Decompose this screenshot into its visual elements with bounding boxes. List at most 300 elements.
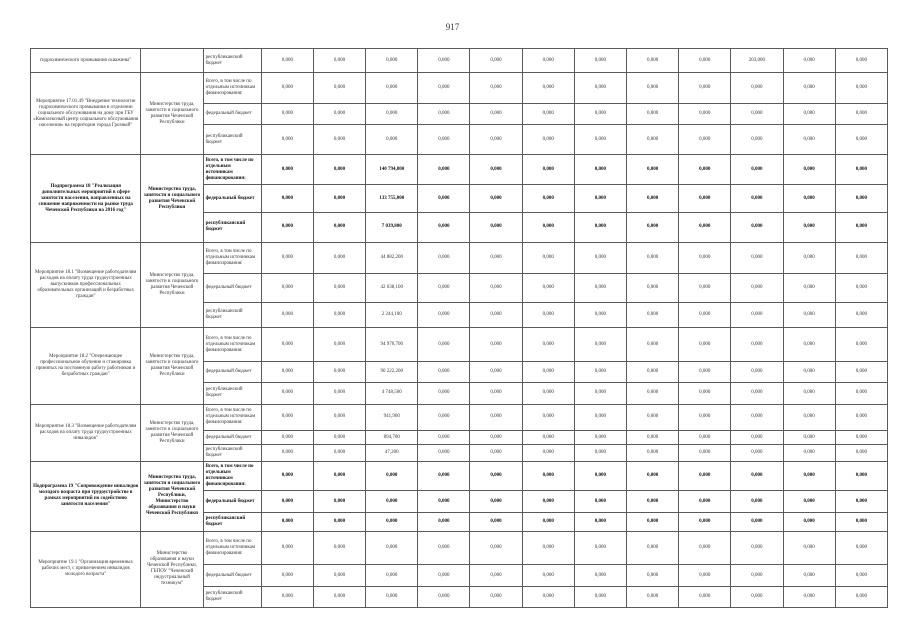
amount-cell: 0,000 <box>626 185 678 213</box>
amount-cell: 0,000 <box>626 104 678 125</box>
amount-cell: 0,000 <box>470 404 522 431</box>
amount-cell: 0,000 <box>261 185 313 213</box>
amount-cell: 0,000 <box>626 531 678 564</box>
amount-cell: 0,000 <box>835 104 887 125</box>
amount-cell: 0,000 <box>261 274 313 303</box>
program-name-cell: гидрохимического промывания скважины" <box>31 49 141 73</box>
amount-cell: 0,000 <box>522 49 574 73</box>
amount-cell: 0,000 <box>313 104 365 125</box>
amount-cell: 0,000 <box>522 274 574 303</box>
amount-cell: 133 755,000 <box>366 185 418 213</box>
amount-cell: 0,000 <box>418 242 470 273</box>
amount-cell: 0,000 <box>731 328 783 361</box>
amount-cell: 0,000 <box>470 513 522 531</box>
program-name-cell: Мероприятие 19.1 "Организация временных рабочих мест, с привлечением инвалидов молодого возраста" <box>31 531 141 607</box>
amount-cell: 0,000 <box>574 587 626 608</box>
responsible-executor-cell: Министерство труда, занятости и социального развития Чеченской Республики <box>141 155 203 243</box>
amount-cell: 0,000 <box>261 104 313 125</box>
amount-cell: 0,000 <box>783 49 835 73</box>
amount-cell: 0,000 <box>418 382 470 404</box>
amount-cell: 4 748,500 <box>366 382 418 404</box>
amount-cell: 0,000 <box>470 212 522 242</box>
amount-cell: 0,000 <box>261 382 313 404</box>
amount-cell: 0,000 <box>731 445 783 462</box>
amount-cell: 0,000 <box>574 328 626 361</box>
amount-cell: 0,000 <box>522 431 574 445</box>
amount-cell: 0,000 <box>574 303 626 328</box>
amount-cell: 0,000 <box>626 587 678 608</box>
amount-cell: 0,000 <box>470 274 522 303</box>
amount-cell: 0,000 <box>313 212 365 242</box>
amount-cell: 0,000 <box>679 445 731 462</box>
amount-cell: 0,000 <box>418 431 470 445</box>
amount-cell: 0,000 <box>626 212 678 242</box>
amount-cell: 0,000 <box>313 155 365 185</box>
amount-cell: 0,000 <box>366 462 418 491</box>
amount-cell: 0,000 <box>418 587 470 608</box>
amount-cell: 0,000 <box>522 104 574 125</box>
amount-cell: 0,000 <box>783 328 835 361</box>
funding-source-cell: федеральный бюджет <box>203 491 261 513</box>
amount-cell: 0,000 <box>470 531 522 564</box>
amount-cell: 0,000 <box>574 212 626 242</box>
amount-cell: 0,000 <box>470 431 522 445</box>
amount-cell: 0,000 <box>313 73 365 104</box>
amount-cell: 0,000 <box>470 49 522 73</box>
amount-cell: 90 222,200 <box>366 361 418 382</box>
funding-source-cell: республиканский бюджет <box>203 382 261 404</box>
amount-cell: 0,000 <box>574 431 626 445</box>
amount-cell: 0,000 <box>679 125 731 155</box>
amount-cell: 0,000 <box>626 445 678 462</box>
amount-cell: 0,000 <box>313 431 365 445</box>
amount-cell: 42 638,100 <box>366 274 418 303</box>
amount-cell: 0,000 <box>313 445 365 462</box>
amount-cell: 0,000 <box>418 104 470 125</box>
amount-cell: 0,000 <box>731 513 783 531</box>
amount-cell: 0,000 <box>679 565 731 587</box>
amount-cell: 0,000 <box>835 565 887 587</box>
amount-cell: 0,000 <box>574 125 626 155</box>
funding-source-cell: федеральный бюджет <box>203 274 261 303</box>
table-row <box>31 328 888 361</box>
amount-cell: 0,000 <box>835 49 887 73</box>
amount-cell: 0,000 <box>522 155 574 185</box>
amount-cell: 0,000 <box>418 328 470 361</box>
amount-cell: 0,000 <box>626 513 678 531</box>
funding-source-cell: Всего, в том числе по отдельным источникам финансирования: <box>203 155 261 185</box>
amount-cell: 0,000 <box>418 125 470 155</box>
amount-cell: 0,000 <box>835 361 887 382</box>
amount-cell: 0,000 <box>418 445 470 462</box>
amount-cell: 0,000 <box>418 462 470 491</box>
amount-cell: 0,000 <box>522 404 574 431</box>
amount-cell: 0,000 <box>835 462 887 491</box>
responsible-executor-cell: Министерство труда, занятости и социального развития Чеченской Республики <box>141 242 203 327</box>
responsible-executor-cell: Министерство труда, занятости и социального развития Чеченской Республики, Министерство образования и науки Чеченской Республики <box>141 462 203 531</box>
amount-cell: 0,000 <box>574 513 626 531</box>
funding-source-cell: Всего, в том числе по отдельным источникам финансирования: <box>203 242 261 273</box>
amount-cell: 0,000 <box>470 587 522 608</box>
amount-cell: 0,000 <box>835 431 887 445</box>
amount-cell: 0,000 <box>366 491 418 513</box>
amount-cell: 0,000 <box>626 328 678 361</box>
amount-cell: 0,000 <box>313 274 365 303</box>
amount-cell: 0,000 <box>313 513 365 531</box>
amount-cell: 0,000 <box>313 587 365 608</box>
funding-source-cell: федеральный бюджет <box>203 431 261 445</box>
amount-cell: 0,000 <box>679 462 731 491</box>
amount-cell: 0,000 <box>626 49 678 73</box>
amount-cell: 0,000 <box>679 303 731 328</box>
program-name-cell: Мероприятие 18.1 "Возмещение работодателям расходов на оплату труда трудоустроенных выпускников профессиональных образовательных организаций и безработных граждан" <box>31 242 141 327</box>
amount-cell: 0,000 <box>418 404 470 431</box>
amount-cell: 0,000 <box>366 531 418 564</box>
table-row <box>31 155 888 185</box>
amount-cell: 94 970,700 <box>366 328 418 361</box>
responsible-executor-cell: Министерство образования и науки Чеченской Республики, ГБПОУ "Чеченский индустриальный техникум" <box>141 531 203 607</box>
amount-cell: 0,000 <box>522 513 574 531</box>
amount-cell: 0,000 <box>626 274 678 303</box>
amount-cell: 0,000 <box>835 404 887 431</box>
program-name-cell: Мероприятие 18.2 "Опережающее профессиональное обучение и стажировка принятых на постоянную работу работников и безработных граждан" <box>31 328 141 404</box>
amount-cell: 0,000 <box>574 49 626 73</box>
amount-cell: 0,000 <box>574 462 626 491</box>
amount-cell: 0,000 <box>418 531 470 564</box>
amount-cell: 0,000 <box>783 587 835 608</box>
amount-cell: 0,000 <box>522 565 574 587</box>
amount-cell: 0,000 <box>783 185 835 213</box>
amount-cell: 0,000 <box>313 531 365 564</box>
amount-cell: 0,000 <box>783 404 835 431</box>
amount-cell: 0,000 <box>783 104 835 125</box>
amount-cell: 0,000 <box>574 155 626 185</box>
amount-cell: 0,000 <box>261 328 313 361</box>
responsible-executor-cell: Министерство труда, занятости и социального развития Чеченской Республики <box>141 73 203 155</box>
amount-cell: 0,000 <box>418 274 470 303</box>
amount-cell: 0,000 <box>626 361 678 382</box>
amount-cell: 0,000 <box>783 73 835 104</box>
program-name-cell: Подпрограмма 19 "Сопровождение инвалидов молодого возраста при трудоустройстве в рамках мероприятий по содействию занятости населения" <box>31 462 141 531</box>
amount-cell: 0,000 <box>679 242 731 273</box>
amount-cell: 0,000 <box>470 155 522 185</box>
amount-cell: 0,000 <box>731 274 783 303</box>
amount-cell: 203,000 <box>731 49 783 73</box>
amount-cell: 0,000 <box>731 303 783 328</box>
amount-cell: 0,000 <box>835 242 887 273</box>
amount-cell: 0,000 <box>522 587 574 608</box>
amount-cell: 0,000 <box>835 491 887 513</box>
amount-cell: 0,000 <box>835 382 887 404</box>
amount-cell: 0,000 <box>731 404 783 431</box>
amount-cell: 0,000 <box>470 361 522 382</box>
amount-cell: 0,000 <box>261 49 313 73</box>
amount-cell: 47,200 <box>366 445 418 462</box>
amount-cell: 0,000 <box>574 242 626 273</box>
funding-source-cell: Всего, в том числе по отдельным источникам финансирования: <box>203 328 261 361</box>
amount-cell: 0,000 <box>679 185 731 213</box>
amount-cell: 0,000 <box>418 565 470 587</box>
amount-cell: 0,000 <box>261 125 313 155</box>
amount-cell: 0,000 <box>418 212 470 242</box>
amount-cell: 0,000 <box>418 49 470 73</box>
amount-cell: 0,000 <box>522 125 574 155</box>
funding-source-cell: республиканский бюджет <box>203 587 261 608</box>
amount-cell: 0,000 <box>835 587 887 608</box>
amount-cell: 0,000 <box>522 491 574 513</box>
amount-cell: 0,000 <box>366 513 418 531</box>
table-row <box>31 49 888 73</box>
amount-cell: 0,000 <box>835 125 887 155</box>
amount-cell: 0,000 <box>261 73 313 104</box>
amount-cell: 0,000 <box>626 462 678 491</box>
amount-cell: 0,000 <box>835 445 887 462</box>
amount-cell: 0,000 <box>313 361 365 382</box>
amount-cell: 0,000 <box>835 531 887 564</box>
amount-cell: 0,000 <box>731 185 783 213</box>
amount-cell: 0,000 <box>783 382 835 404</box>
amount-cell: 0,000 <box>313 185 365 213</box>
amount-cell: 0,000 <box>261 431 313 445</box>
amount-cell: 0,000 <box>522 382 574 404</box>
amount-cell: 0,000 <box>261 303 313 328</box>
funding-source-cell: Всего, в том числе по отдельным источникам финансирования: <box>203 73 261 104</box>
amount-cell: 0,000 <box>418 513 470 531</box>
amount-cell: 0,000 <box>783 125 835 155</box>
table-row <box>31 531 888 564</box>
amount-cell: 0,000 <box>574 73 626 104</box>
amount-cell: 0,000 <box>679 513 731 531</box>
amount-cell: 0,000 <box>313 49 365 73</box>
funding-source-cell: республиканский бюджет <box>203 445 261 462</box>
amount-cell: 0,000 <box>261 445 313 462</box>
amount-cell: 0,000 <box>835 155 887 185</box>
amount-cell: 0,000 <box>470 328 522 361</box>
amount-cell: 0,000 <box>522 73 574 104</box>
amount-cell: 0,000 <box>731 242 783 273</box>
amount-cell: 0,000 <box>470 303 522 328</box>
amount-cell: 0,000 <box>261 212 313 242</box>
page-number: 917 <box>445 22 460 32</box>
amount-cell: 0,000 <box>679 104 731 125</box>
amount-cell: 941,900 <box>366 404 418 431</box>
amount-cell: 0,000 <box>783 212 835 242</box>
amount-cell: 0,000 <box>313 462 365 491</box>
amount-cell: 0,000 <box>679 491 731 513</box>
amount-cell: 0,000 <box>731 462 783 491</box>
budget-table <box>30 48 888 608</box>
amount-cell: 0,000 <box>626 155 678 185</box>
amount-cell: 0,000 <box>626 404 678 431</box>
amount-cell: 0,000 <box>418 73 470 104</box>
amount-cell: 0,000 <box>679 274 731 303</box>
amount-cell: 0,000 <box>313 328 365 361</box>
amount-cell: 0,000 <box>679 382 731 404</box>
amount-cell: 0,000 <box>679 212 731 242</box>
amount-cell: 2 244,100 <box>366 303 418 328</box>
amount-cell: 0,000 <box>366 49 418 73</box>
amount-cell: 140 794,800 <box>366 155 418 185</box>
amount-cell: 0,000 <box>835 73 887 104</box>
amount-cell: 0,000 <box>731 361 783 382</box>
amount-cell: 0,000 <box>835 513 887 531</box>
funding-source-cell: Всего, в том числе по отдельным источникам финансирования: <box>203 531 261 564</box>
amount-cell: 0,000 <box>835 212 887 242</box>
amount-cell: 894,700 <box>366 431 418 445</box>
amount-cell: 0,000 <box>783 361 835 382</box>
amount-cell: 0,000 <box>574 185 626 213</box>
amount-cell: 0,000 <box>366 73 418 104</box>
amount-cell: 0,000 <box>679 328 731 361</box>
program-name-cell: Подпрограмма 18 "Реализация дополнительных мероприятий в сфере занятости населения, направленных на снижение напряженности на рынке труда Чеченской Республики на 2016 год" <box>31 155 141 243</box>
responsible-executor-cell: Министерство труда, занятости и социального развития Чеченской Республики <box>141 404 203 462</box>
amount-cell: 0,000 <box>574 404 626 431</box>
amount-cell: 0,000 <box>470 104 522 125</box>
amount-cell: 0,000 <box>261 531 313 564</box>
amount-cell: 0,000 <box>679 431 731 445</box>
amount-cell: 0,000 <box>783 274 835 303</box>
amount-cell: 0,000 <box>626 431 678 445</box>
amount-cell: 0,000 <box>261 361 313 382</box>
funding-source-cell: республиканский бюджет <box>203 303 261 328</box>
amount-cell: 0,000 <box>418 185 470 213</box>
amount-cell: 0,000 <box>418 491 470 513</box>
amount-cell: 0,000 <box>783 445 835 462</box>
amount-cell: 0,000 <box>574 491 626 513</box>
amount-cell: 0,000 <box>626 565 678 587</box>
table-row <box>31 73 888 104</box>
amount-cell: 0,000 <box>574 361 626 382</box>
amount-cell: 0,000 <box>679 361 731 382</box>
amount-cell: 0,000 <box>470 462 522 491</box>
program-name-cell: Мероприятие 17.01.49 "Внедрение технологии гидрохимического промывания в отделении социального обслуживания на дому при ГБУ «Комплексный центр социального обслуживания населения» на территории города Грозный" <box>31 73 141 155</box>
funding-source-cell: федеральный бюджет <box>203 565 261 587</box>
amount-cell: 0,000 <box>731 491 783 513</box>
funding-source-cell: республиканский бюджет <box>203 125 261 155</box>
amount-cell: 0,000 <box>679 73 731 104</box>
amount-cell: 0,000 <box>522 445 574 462</box>
amount-cell: 0,000 <box>574 274 626 303</box>
amount-cell: 0,000 <box>679 49 731 73</box>
amount-cell: 0,000 <box>626 125 678 155</box>
amount-cell: 0,000 <box>313 242 365 273</box>
amount-cell: 0,000 <box>783 242 835 273</box>
amount-cell: 0,000 <box>261 587 313 608</box>
amount-cell: 0,000 <box>366 587 418 608</box>
amount-cell: 0,000 <box>731 104 783 125</box>
amount-cell: 0,000 <box>574 382 626 404</box>
amount-cell: 0,000 <box>470 445 522 462</box>
amount-cell: 0,000 <box>783 431 835 445</box>
amount-cell: 0,000 <box>783 155 835 185</box>
amount-cell: 0,000 <box>679 155 731 185</box>
amount-cell: 0,000 <box>313 125 365 155</box>
amount-cell: 0,000 <box>626 382 678 404</box>
amount-cell: 0,000 <box>313 382 365 404</box>
amount-cell: 0,000 <box>470 185 522 213</box>
amount-cell: 0,000 <box>626 303 678 328</box>
amount-cell: 0,000 <box>679 404 731 431</box>
amount-cell: 0,000 <box>522 242 574 273</box>
amount-cell: 0,000 <box>261 513 313 531</box>
funding-source-cell: федеральный бюджет <box>203 185 261 213</box>
funding-source-cell: республиканский бюджет <box>203 49 261 73</box>
amount-cell: 0,000 <box>470 565 522 587</box>
amount-cell: 0,000 <box>835 303 887 328</box>
responsible-executor-cell <box>141 49 203 73</box>
funding-source-cell: республиканский бюджет <box>203 212 261 242</box>
amount-cell: 0,000 <box>574 531 626 564</box>
amount-cell: 0,000 <box>835 328 887 361</box>
amount-cell: 0,000 <box>470 242 522 273</box>
amount-cell: 0,000 <box>783 303 835 328</box>
amount-cell: 0,000 <box>783 462 835 491</box>
amount-cell: 0,000 <box>731 125 783 155</box>
amount-cell: 0,000 <box>261 404 313 431</box>
amount-cell: 0,000 <box>679 531 731 564</box>
amount-cell: 0,000 <box>731 565 783 587</box>
amount-cell: 0,000 <box>835 274 887 303</box>
amount-cell: 0,000 <box>418 361 470 382</box>
amount-cell: 0,000 <box>313 565 365 587</box>
amount-cell: 0,000 <box>783 531 835 564</box>
table-row <box>31 404 888 431</box>
amount-cell: 0,000 <box>366 125 418 155</box>
table-body <box>31 49 888 608</box>
program-name-cell: Мероприятие 18.3 "Возмещение работодателям расходов на оплату труда трудоустроенных инвалидов" <box>31 404 141 462</box>
amount-cell: 0,000 <box>626 242 678 273</box>
amount-cell: 0,000 <box>522 303 574 328</box>
amount-cell: 0,000 <box>522 328 574 361</box>
funding-source-cell: Всего, в том числе по отдельным источникам финансирования: <box>203 462 261 491</box>
amount-cell: 0,000 <box>626 491 678 513</box>
amount-cell: 0,000 <box>783 491 835 513</box>
amount-cell: 0,000 <box>418 155 470 185</box>
responsible-executor-cell: Министерство труда, занятости и социального развития Чеченской Республики <box>141 328 203 404</box>
amount-cell: 0,000 <box>731 73 783 104</box>
amount-cell: 0,000 <box>366 565 418 587</box>
amount-cell: 44 882,200 <box>366 242 418 273</box>
amount-cell: 0,000 <box>313 303 365 328</box>
amount-cell: 0,000 <box>470 382 522 404</box>
funding-source-cell: Всего, в том числе по отдельным источникам финансирования: <box>203 404 261 431</box>
amount-cell: 0,000 <box>679 587 731 608</box>
amount-cell: 0,000 <box>522 531 574 564</box>
amount-cell: 0,000 <box>835 185 887 213</box>
amount-cell: 0,000 <box>783 513 835 531</box>
amount-cell: 0,000 <box>261 155 313 185</box>
amount-cell: 0,000 <box>574 104 626 125</box>
amount-cell: 0,000 <box>783 565 835 587</box>
amount-cell: 0,000 <box>522 462 574 491</box>
amount-cell: 0,000 <box>731 155 783 185</box>
amount-cell: 0,000 <box>522 361 574 382</box>
amount-cell: 0,000 <box>261 491 313 513</box>
table-row <box>31 462 888 491</box>
amount-cell: 0,000 <box>731 431 783 445</box>
amount-cell: 0,000 <box>261 565 313 587</box>
amount-cell: 0,000 <box>261 242 313 273</box>
amount-cell: 7 039,800 <box>366 212 418 242</box>
amount-cell: 0,000 <box>522 185 574 213</box>
amount-cell: 0,000 <box>470 73 522 104</box>
amount-cell: 0,000 <box>313 404 365 431</box>
amount-cell: 0,000 <box>574 445 626 462</box>
amount-cell: 0,000 <box>313 491 365 513</box>
amount-cell: 0,000 <box>731 531 783 564</box>
funding-source-cell: республиканский бюджет <box>203 513 261 531</box>
amount-cell: 0,000 <box>731 587 783 608</box>
